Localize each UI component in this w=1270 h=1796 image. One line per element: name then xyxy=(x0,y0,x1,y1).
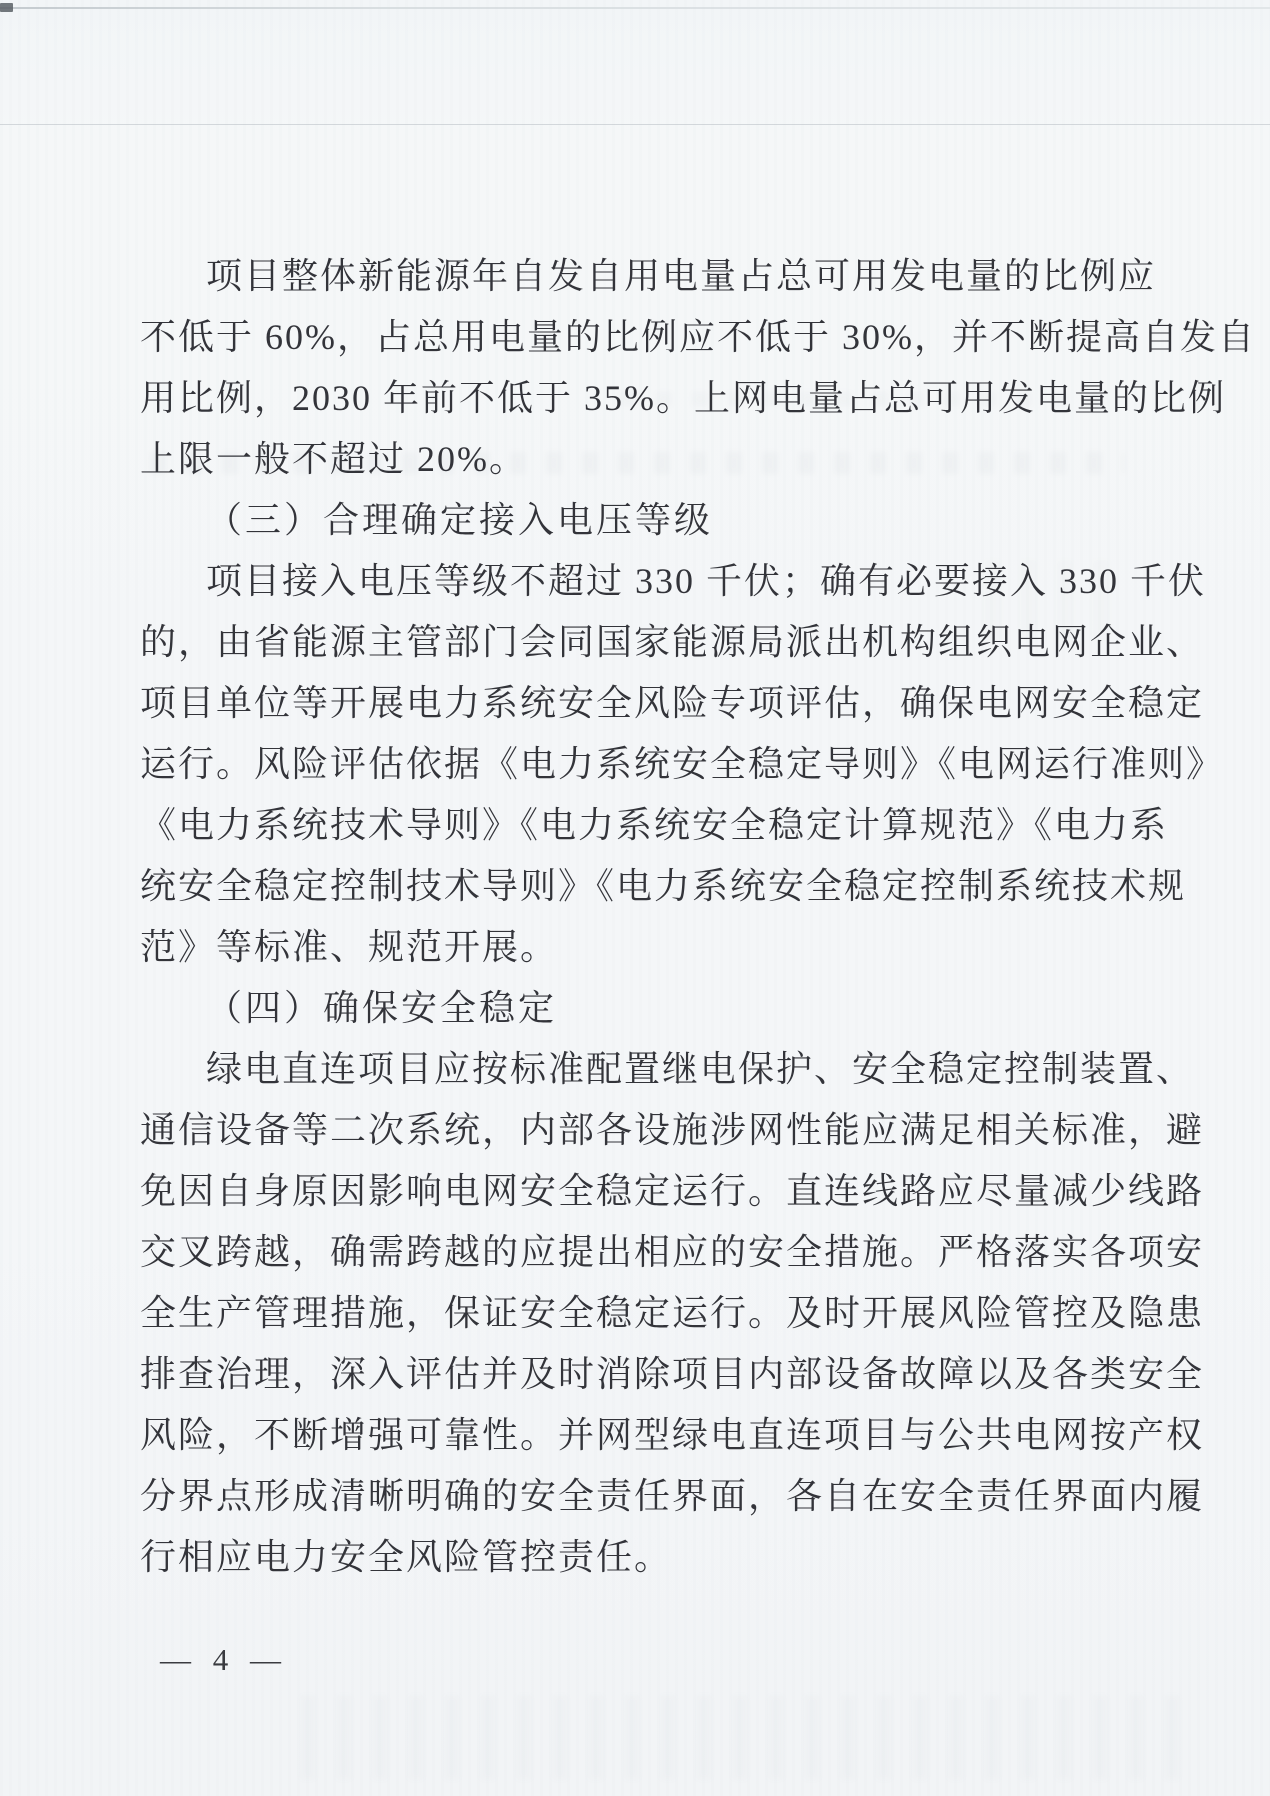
text-line: 不低于 60%，占总用电量的比例应不低于 30%，并不断提高自发自 xyxy=(140,317,1256,357)
page-number: — 4 — xyxy=(160,1642,288,1677)
text-line: 行相应电力安全风险管控责任。 xyxy=(140,1537,673,1577)
text-line: 上限一般不超过 20%。 xyxy=(140,439,527,479)
text-line: 风险，不断增强可靠性。并网型绿电直连项目与公共电网按产权 xyxy=(140,1415,1205,1455)
section-heading-3: （三）合理确定接入电压等级 xyxy=(206,500,714,540)
scan-corner-mark xyxy=(0,3,13,12)
text-line: 交叉跨越，确需跨越的应提出相应的安全措施。严格落实各项安 xyxy=(140,1232,1205,1272)
body-text xyxy=(140,246,1256,1588)
scan-bleedthrough-artifact xyxy=(300,1695,1200,1780)
text-line: 《电力系统技术导则》《电力系统安全稳定计算规范》《电力系 xyxy=(140,805,1169,845)
text-line: 运行。风险评估依据《电力系统安全稳定导则》《电网运行准则》 xyxy=(140,744,1225,784)
scan-top-edge-line xyxy=(0,7,1270,9)
text-line: 项目整体新能源年自发自用电量占总可用发电量的比例应 xyxy=(206,256,1157,296)
section-heading-4: （四）确保安全稳定 xyxy=(206,988,558,1028)
text-line: 通信设备等二次系统，内部各设施涉网性能应满足相关标准，避 xyxy=(140,1110,1205,1150)
text-line: 全生产管理措施，保证安全稳定运行。及时开展风险管控及隐患 xyxy=(140,1293,1205,1333)
text-line: 免因自身原因影响电网安全稳定运行。直连线路应尽量减少线路 xyxy=(140,1171,1205,1211)
scan-fold-line xyxy=(0,124,1270,125)
text-line: 分界点形成清晰明确的安全责任界面，各自在安全责任界面内履 xyxy=(140,1476,1205,1516)
text-line: 项目单位等开展电力系统安全风险专项评估，确保电网安全稳定 xyxy=(140,683,1205,723)
text-line: 排查治理，深入评估并及时消除项目内部设备故障以及各类安全 xyxy=(140,1354,1205,1394)
text-line: 项目接入电压等级不超过 330 千伏；确有必要接入 330 千伏 xyxy=(206,561,1207,601)
text-line: 范》等标准、规范开展。 xyxy=(140,927,559,967)
text-line: 绿电直连项目应按标准配置继电保护、安全稳定控制装置、 xyxy=(206,1049,1195,1089)
text-line: 用比例，2030 年前不低于 35%。上网电量占总可用发电量的比例 xyxy=(140,378,1226,418)
text-line: 的，由省能源主管部门会同国家能源局派出机构组织电网企业、 xyxy=(140,622,1205,662)
text-line: 统安全稳定控制技术导则》《电力系统安全稳定控制系统技术规 xyxy=(140,866,1187,906)
